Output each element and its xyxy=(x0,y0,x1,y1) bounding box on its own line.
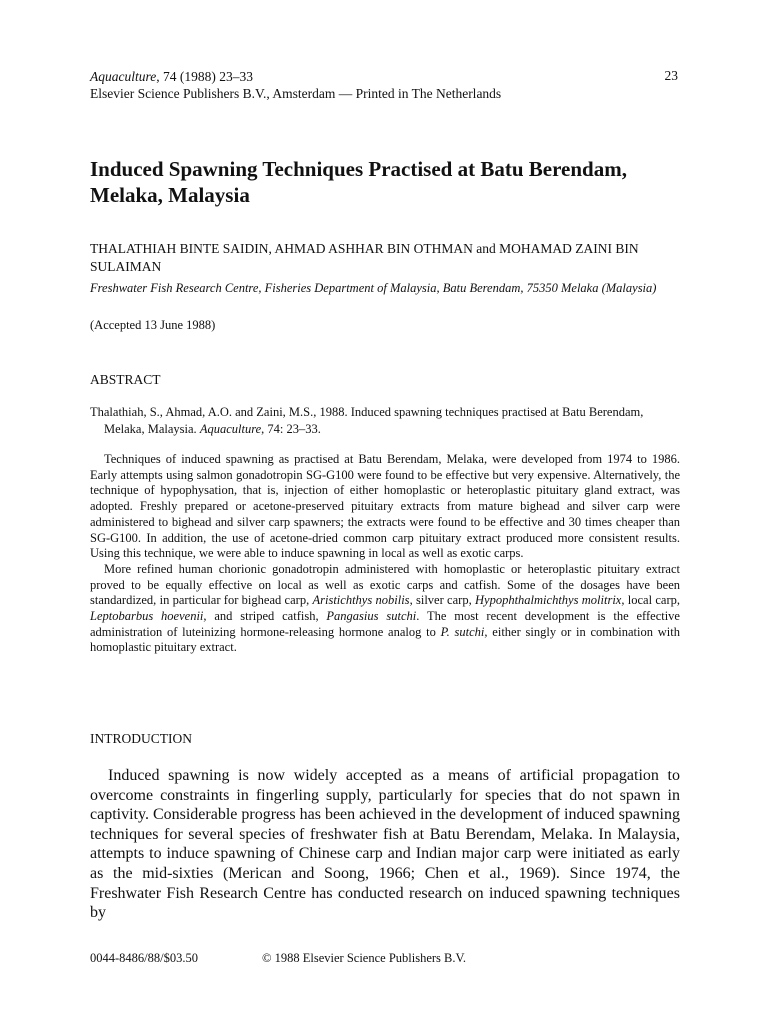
species-name: Hypophthalmichthys molitrix xyxy=(475,593,622,608)
page-number: 23 xyxy=(664,68,678,83)
text-span: , silver carp, xyxy=(409,593,475,608)
text-span: More refined human chorionic gonadotropin administered with homoplastic or heteroplastic pituitary extract proved to be equally effective on local as well as exotic carps and catfish. Some of the dosages have been standardized, in particular for bighead carp, xyxy=(90,561,680,608)
introduction-paragraph-1: Induced spawning is now widely accepted as a means of artificial propagation to overcome constraints in fingerling supply, particularly for species that do not spawn in captivity. Considerable progress has been achieved in the development of induced spawning techniques for several species of freshwater fish at Batu Berendam, Melaka. In Malaysia, attempts to induce spawning of Chinese carp and Indian major carp were initiated as early as the mid-sixties (Merican and Soong, 1966; Chen et al., 1969). Since 1974, the Freshwater Fish Research Centre has conducted research on induced spawning techniques by xyxy=(90,767,680,922)
publisher-line: Elsevier Science Publishers B.V., Amsterdam — Printed in The Netherlands xyxy=(90,86,502,101)
citation-journal: Aquaculture xyxy=(199,422,262,436)
abstract-paragraph-2 xyxy=(90,562,680,656)
affiliation: Freshwater Fish Research Centre, Fisheries Department of Malaysia, Batu Berendam, 75350 Melaka (Malaysia) xyxy=(90,281,657,295)
journal-volume: , 74 (1988) 23–33 xyxy=(156,69,253,84)
introduction-body xyxy=(90,766,680,923)
issn-code: 0044-8486/88/$03.50 xyxy=(90,951,198,965)
authors: THALATHIAH BINTE SAIDIN, AHMAD ASHHAR BIN OTHMAN and MOHAMAD ZAINI BIN SULAIMAN xyxy=(90,241,639,274)
journal-name: Aquaculture xyxy=(90,69,157,84)
introduction-heading: INTRODUCTION xyxy=(90,731,192,746)
text-span: , either singly or in combination with homoplastic pituitary extract. xyxy=(90,624,680,655)
species-name: Leptobarbus hoevenii xyxy=(90,609,204,624)
citation-text: Thalathiah, S., Ahmad, A.O. and Zaini, M.S., 1988. Induced spawning techniques practised at Batu Berendam, Melaka, Malaysia. xyxy=(90,405,644,436)
paper-title: Induced Spawning Techniques Practised at Batu Berendam, Melaka, Malaysia xyxy=(90,157,627,207)
abstract-citation xyxy=(90,404,680,438)
text-span: , and striped catfish, xyxy=(203,609,327,624)
citation-pages: , 74: 23–33. xyxy=(261,422,321,436)
abstract-body xyxy=(90,452,680,656)
abstract-paragraph-1: Techniques of induced spawning as practised at Batu Berendam, Melaka, were developed from 1974 to 1986. Early attempts using salmon gonadotropin SG-G100 were found to be effective but very expensive. Alternatively, the technique of hypophysation, that is, injection of either homoplastic or heteroplastic pituitary gland extract, was adopted. Freshly prepared or acetone-preserved pituitary extracts from mature bighead and silver carp were administered to bighead and silver carp spawners; the extracts were found to be effective and 30 times cheaper than SG-G100. In addition, the use of acetone-dried common carp pituitary extract produced more consistent results. Using this technique, we were able to induce spawning in local as well as exotic carps. xyxy=(90,452,680,561)
text-span: . The most recent development is the effective administration of luteinizing hormone-releasing hormone analog to xyxy=(90,609,680,639)
species-name: Aristichthys nobilis xyxy=(312,593,410,608)
accepted-date: (Accepted 13 June 1988) xyxy=(90,318,216,332)
journal-citation xyxy=(90,68,253,86)
species-name: P. sutchi xyxy=(440,624,485,639)
text-span: , local carp, xyxy=(621,593,680,608)
abstract-heading: ABSTRACT xyxy=(90,372,161,387)
copyright-notice: © 1988 Elsevier Science Publishers B.V. xyxy=(262,951,467,965)
species-name: Pangasius sutchi xyxy=(326,609,417,624)
